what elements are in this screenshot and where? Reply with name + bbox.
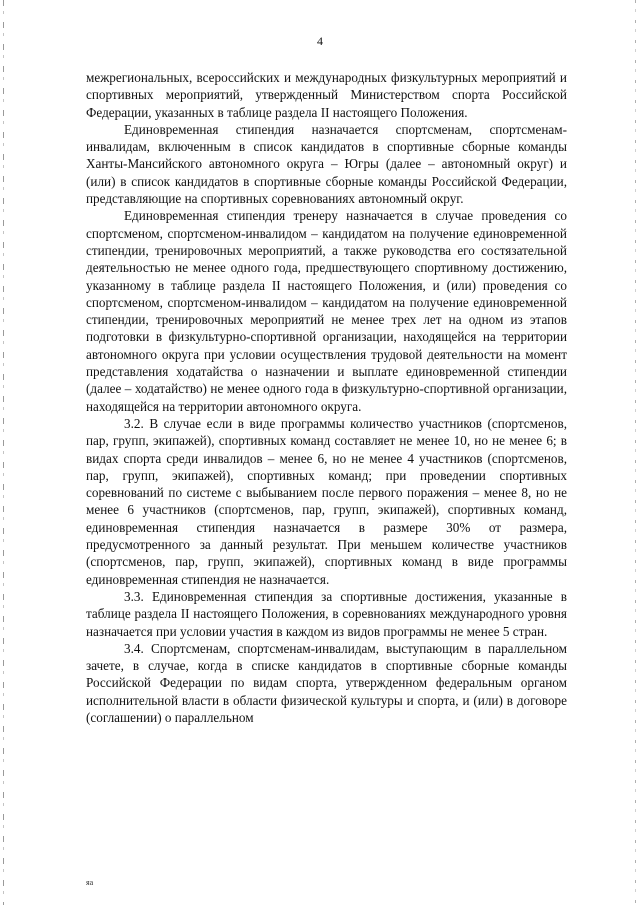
paragraph-stipend-athletes: Единовременная стипендия назначается спортсменам, спортсменам-инвалидам, включенным в список кандидатов в спортивные сборные команды Ханты-Мансийского автономного округа – Югры (далее – автономный округ) и (или) в список кандидатов в спортивные сборные команды Российской Федерации, представляющие на спортивных соревнованиях автономный округ.	[86, 121, 567, 207]
paragraph-3-4: 3.4. Спортсменам, спортсменам-инвалидам, выступающим в параллельном зачете, в случае, когда в списке кандидатов в спортивные сборные команды Российской Федерации по видам спорта, утвержденном федеральным органом исполнительной власти в области физической культуры и спорта, и (или) в договоре (соглашении) о параллельном	[86, 640, 567, 725]
paragraph-3-3: 3.3. Единовременная стипендия за спортивные достижения, указанные в таблице раздела II настоящего Положения, в соревнованиях международного уровня назначается при условии участия в каждом из видов программы не менее 5 стран.	[86, 588, 567, 639]
scan-edge-right	[635, 0, 636, 905]
paragraph-3-2: 3.2. В случае если в виде программы количество участников (спортсменов, пар, групп, экипажей), спортивных команд составляет не менее 10, но не менее 6; в видах спорта среди инвалидов – менее 6, но не менее 4 участников (спортсменов, пар, групп, экипажей), спортивных команд; при проведении спортивных соревнований по системе с выбыванием после первого поражения – менее 8, но не менее 6 участников (спортсменов, пар, групп, экипажей), спортивных команд, единовременная стипендия назначается в размере 30% от размера, предусмотренного за данный результат. При меньшем количестве участников (спортсменов, пар, групп, экипажей), спортивных команд в виде программы единовременная стипендия не назначается.	[86, 415, 567, 587]
scan-edge-left	[3, 0, 4, 905]
body-text	[86, 69, 567, 726]
paragraph-stipend-coach: Единовременная стипендия тренеру назначается в случае проведения со спортсменом, спортсменом-инвалидом – кандидатом на получение единовременной стипендии, тренировочных мероприятий, а также руководства его состязательной деятельностью не менее одного года, предшествующего спортивному достижению, указанному в таблице раздела II настоящего Положения, и (или) проведения со спортсменом, спортсменом-инвалидом – кандидатом на получение единовременной стипендии, тренировочных мероприятий не менее трех лет на одном из этапов подготовки в физкультурно-спортивной организации, находящейся на территории автономного округа при условии осуществления трудовой деятельности на момент представления ходатайства о назначении и выплате единовременной стипендии (далее – ходатайство) не менее одного года в физкультурно-спортивной организации, находящейся на территории автономного округа.	[86, 208, 567, 414]
footer-mark: яа	[86, 878, 94, 887]
paragraph-continuation: межрегиональных, всероссийских и международных физкультурных мероприятий и спортивных мероприятий, утвержденный Министерством спорта Российской Федерации, указанных в таблице раздела II настоящего Положения.	[86, 70, 567, 120]
page-number: 4	[317, 34, 323, 48]
